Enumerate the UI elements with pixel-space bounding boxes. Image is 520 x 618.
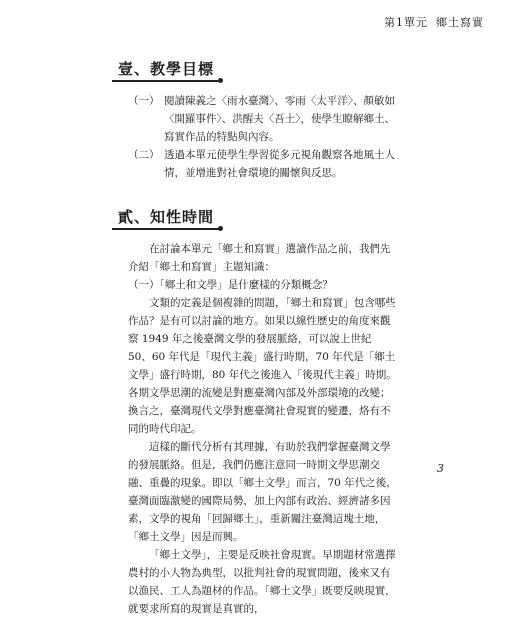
objective-number: （二） bbox=[128, 149, 160, 161]
page-number: 3 bbox=[437, 462, 444, 475]
objective-number: （一） bbox=[128, 95, 160, 107]
objectives-list bbox=[128, 92, 398, 182]
section-title-knowledge: 貳、知性時間 bbox=[118, 208, 215, 226]
section-title-objectives: 壹、教學目標 bbox=[118, 60, 215, 78]
objective-item-1 bbox=[128, 92, 398, 146]
running-header bbox=[384, 14, 484, 30]
sub-heading: （一）「鄉土和文學」是什麼樣的分類概念？ bbox=[128, 279, 333, 291]
body-paragraph: 文類的定義是個複雜的問題，「鄉土和寫實」包含哪些作品？是有可以討論的地方。如果以線性歷史的角度來觀察 1949 年之後臺灣文學的發展脈絡，可以說上世紀 50、60 年代是「現代主義」盛行時期，70 年代是「鄉土文學」盛行時期，80 年代之後進入「後現代主義」時期。各期文學思潮的流變是對應臺灣內部及外部環境的改變；換言之，臺灣現代文學對應臺灣社會現實的變遷，烙有不同的時代印記。 bbox=[128, 297, 397, 435]
body-paragraph: 「鄉土文學」，主要是反映社會現實。早期題材常選擇農村的小人物為典型，以批判社會的現實問題，後來又有以漁民、工人為題材的作品。「鄉土文學」既要反映現實，就要求所寫的現實是真實的， bbox=[128, 549, 396, 615]
objective-text: 透過本單元使學生學習從多元視角觀察各地風土人情，並增進對社會環境的關懷與反思。 bbox=[164, 149, 395, 179]
unit-label: 第1單元 bbox=[384, 16, 428, 29]
section-title-underline bbox=[112, 228, 220, 230]
knowledge-body bbox=[128, 240, 398, 618]
body-paragraph: 這樣的斷代分析有其理據，有助於我們掌握臺灣文學的發展脈絡。但是，我們仍應注意同一時期文學思潮交融、重疊的現象。即以「鄉土文學」而言，70 年代之後，臺灣面臨激變的國際局勢，加上內部有政治、經濟諸多因素，文學的視角「回歸鄉土」，重新關注臺灣這塊土地，「鄉土文學」因是而興。 bbox=[128, 441, 397, 543]
unit-title: 鄉土寫實 bbox=[436, 16, 484, 29]
objective-item-2 bbox=[128, 146, 398, 182]
section-title-underline bbox=[112, 80, 220, 82]
objective-text: 閱讀陳義之〈雨水臺灣〉、零雨〈太平洋〉、顏敏如〈開羅事件〉、洪醒夫〈吾土〉，使學生瞭解鄉土、寫實作品的特點與內容。 bbox=[164, 95, 395, 143]
intro-paragraph: 在討論本單元「鄉土和寫實」選讀作品之前，我們先介紹「鄉土和寫實」主題知識： bbox=[128, 243, 391, 273]
